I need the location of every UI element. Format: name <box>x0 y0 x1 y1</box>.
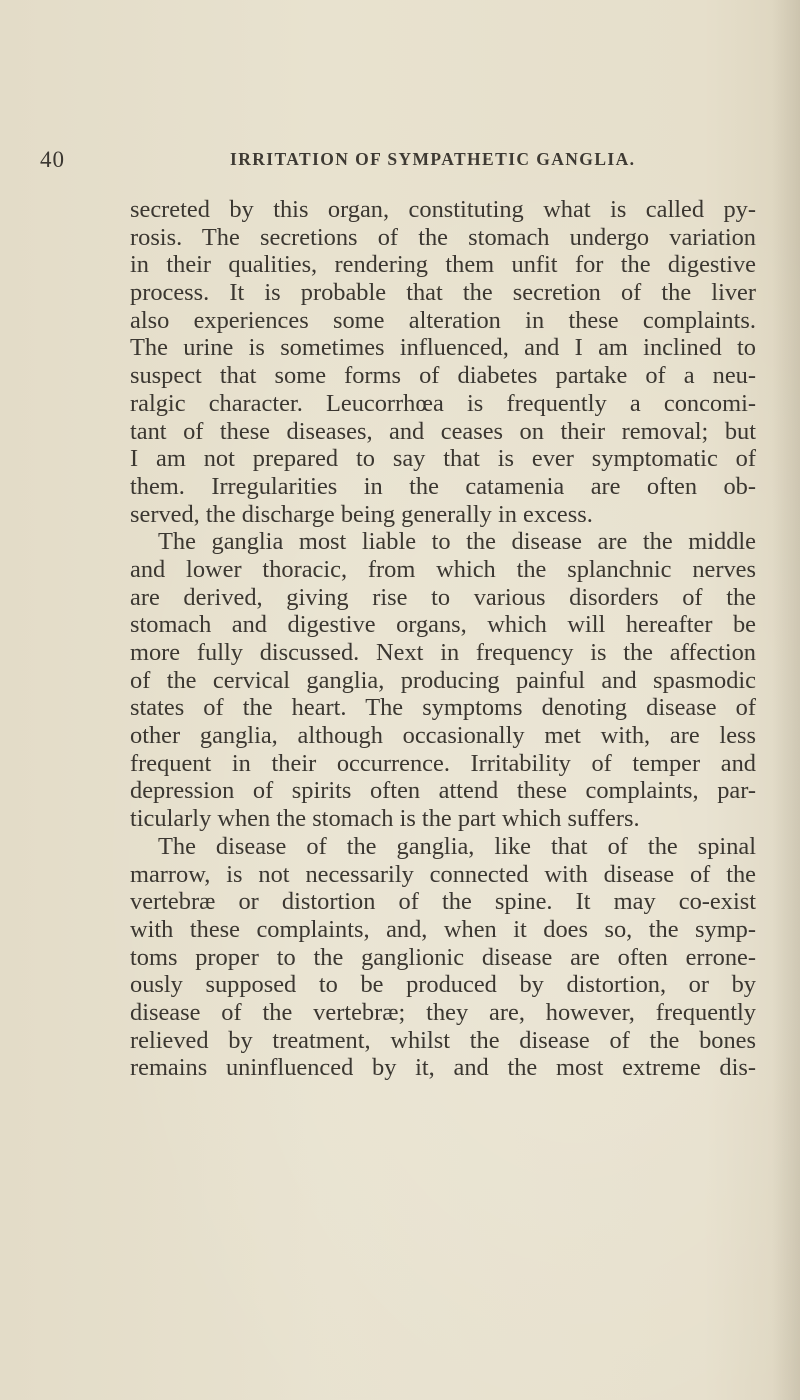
text-line: other ganglia, although occasionally met with, are less <box>130 722 756 750</box>
text-line: ralgic character. Leucorrhœa is frequently a concomi- <box>130 389 756 417</box>
text-line: ously supposed to be produced by distortion, or by <box>130 971 756 999</box>
text-line: marrow, is not necessarily connected with disease of the <box>130 860 756 888</box>
page-number: 40 <box>40 147 65 172</box>
text-line: are derived, giving rise to various disorders of the <box>130 583 756 611</box>
text-line: tant of these diseases, and ceases on their removal; but <box>130 417 756 445</box>
text-line: with these complaints, and, when it does so, the symp- <box>130 915 756 943</box>
text-line: disease of the vertebræ; they are, however, frequently <box>130 998 756 1026</box>
text-line: process. It is probable that the secretion of the liver <box>130 279 756 307</box>
text-line: depression of spirits often attend these complaints, par- <box>130 777 756 805</box>
text-line: suspect that some forms of diabetes partake of a neu- <box>130 362 756 390</box>
text-line: also experiences some alteration in these complaints. <box>130 306 756 334</box>
paragraph-start-line: The ganglia most liable to the disease are the middle <box>158 528 756 556</box>
text-line: frequent in their occurrence. Irritability of temper and <box>130 749 756 777</box>
text-line: of the cervical ganglia, producing painful and spasmodic <box>130 666 756 694</box>
text-line: secreted by this organ, constituting what is called py- <box>130 196 756 223</box>
text-line: more fully discussed. Next in frequency is the affection <box>130 639 756 666</box>
text-line: relieved by treatment, whilst the disease of the bones <box>130 1026 756 1054</box>
paragraph-start-line: The disease of the ganglia, like that of the spinal <box>158 832 756 860</box>
text-line: vertebræ or distortion of the spine. It may co-exist <box>130 888 756 916</box>
text-line: The urine is sometimes influenced, and I am inclined to <box>130 334 756 362</box>
page-header <box>40 147 740 175</box>
body-text <box>130 196 756 1082</box>
text-line: rosis. The secretions of the stomach undergo variation <box>130 223 756 251</box>
text-line: remains uninfluenced by it, and the most extreme dis- <box>130 1054 756 1082</box>
page-edge-shadow <box>772 0 800 1400</box>
running-head: IRRITATION OF SYMPATHETIC GANGLIA. <box>230 149 636 169</box>
text-line: toms proper to the ganglionic disease are often errone- <box>130 943 756 971</box>
text-line: them. Irregularities in the catamenia are often ob- <box>130 472 756 500</box>
paragraph-end-line: ticularly when the stomach is the part which suffers. <box>130 805 640 833</box>
text-line: stomach and digestive organs, which will hereafter be <box>130 611 756 639</box>
text-line: and lower thoracic, from which the splanchnic nerves <box>130 555 756 583</box>
text-line: in their qualities, rendering them unfit for the digestive <box>130 251 756 279</box>
text-line: I am not prepared to say that is ever symptomatic of <box>130 445 756 473</box>
paragraph-end-line: served, the discharge being generally in excess. <box>130 500 593 528</box>
text-line: states of the heart. The symptoms denoting disease of <box>130 694 756 722</box>
